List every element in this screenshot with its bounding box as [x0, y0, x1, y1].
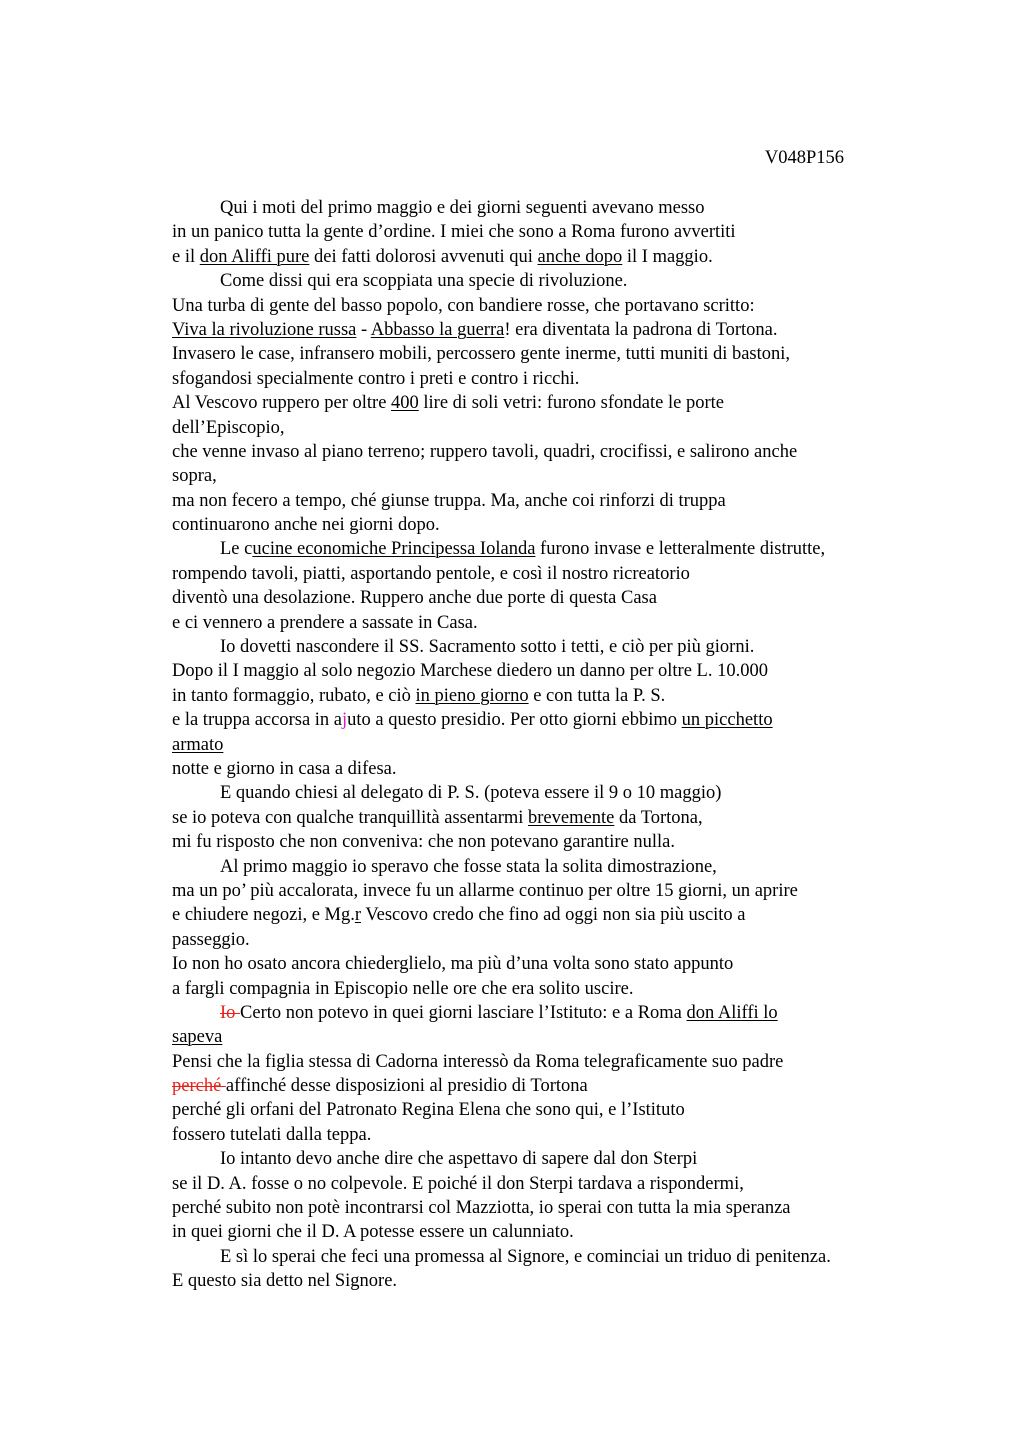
paragraph-first-line	[172, 1001, 912, 1025]
text-run: sopra,	[172, 466, 217, 487]
text-line	[172, 245, 912, 269]
text-run: -	[356, 319, 371, 340]
text-line	[172, 1196, 912, 1220]
text-line	[172, 1269, 912, 1293]
text-line	[172, 1050, 912, 1074]
text-run: se io poteva con qualche tranquillità assentarmi	[172, 807, 529, 828]
underlined-text: 400	[391, 393, 419, 414]
text-run: perché gli orfani del Patronato Regina Elena che sono qui, e l’Istituto	[172, 1100, 685, 1121]
underlined-text: in pieno giorno	[415, 685, 529, 706]
text-line	[172, 830, 912, 854]
text-run: che venne invaso al piano terreno; ruppero tavoli, quadri, crocifissi, e salirono anche	[172, 441, 798, 462]
text-run: Qui i moti del primo maggio e dei giorni seguenti avevano messo	[220, 198, 705, 218]
text-run: Al primo maggio io speravo che fosse stata la solita dimostrazione,	[220, 856, 717, 877]
text-run: mi fu risposto che non conveniva: che non potevano garantire nulla.	[172, 832, 675, 853]
text-run: Una turba di gente del basso popolo, con bandiere rosse, che portavano scritto:	[172, 295, 755, 316]
text-run: Pensi che la figlia stessa di Cadorna interessò da Roma telegraficamente suo padre	[172, 1051, 784, 1072]
text-run: e il	[172, 246, 200, 267]
paragraph-first-line	[172, 1147, 912, 1171]
text-line	[172, 1220, 912, 1244]
text-line	[172, 416, 912, 440]
text-line	[172, 391, 912, 415]
text-run: sfogandosi specialmente contro i preti e contro i ricchi.	[172, 368, 580, 389]
text-run: ! era diventata la padrona di Tortona.	[504, 319, 778, 340]
paragraph-first-line	[172, 196, 912, 220]
text-run: il I maggio.	[622, 246, 713, 267]
text-run: Io intanto devo anche dire che aspettavo di sapere dal don Sterpi	[220, 1149, 698, 1170]
text-run: continuarono anche nei giorni dopo.	[172, 515, 440, 536]
text-run: Certo non potevo in quei giorni lasciare l’Istituto: e a Roma	[240, 1002, 687, 1023]
text-run: Invasero le case, infransero mobili, percossero gente inerme, tutti muniti di bastoni,	[172, 344, 791, 365]
text-run: e la truppa accorsa in a	[172, 710, 343, 731]
text-run: affinché desse disposizioni al presidio di Tortona	[225, 1076, 588, 1097]
text-run: in un panico tutta la gente d’ordine. I miei che sono a Roma furono avvertiti	[172, 222, 736, 243]
document-body	[172, 196, 912, 1294]
text-line	[172, 464, 912, 488]
text-line	[172, 1025, 912, 1049]
underlined-text: Abbasso la guerra	[370, 319, 505, 340]
text-line	[172, 489, 912, 513]
deleted-text: perché	[172, 1076, 226, 1097]
underlined-text: don Aliffi pure	[199, 246, 310, 267]
text-line	[172, 928, 912, 952]
text-run: Come dissi qui era scoppiata una specie di rivoluzione.	[220, 271, 628, 292]
text-run: fossero tutelati dalla teppa.	[172, 1124, 372, 1145]
underlined-text: sapeva	[172, 1027, 223, 1048]
text-run: e con tutta la P. S.	[528, 685, 666, 706]
text-run: rompendo tavoli, piatti, asportando pentole, e così il nostro ricreatorio	[172, 563, 690, 584]
text-run: dei fatti dolorosi avvenuti qui	[309, 246, 538, 267]
underlined-text: Viva la rivoluzione russa	[172, 319, 357, 340]
paragraph-first-line	[172, 855, 912, 879]
text-run: Io dovetti nascondere il SS. Sacramento sotto i tetti, e ciò per più giorni.	[220, 637, 755, 658]
text-line	[172, 1098, 912, 1122]
paragraph-first-line	[172, 1245, 912, 1269]
paragraph-first-line	[172, 537, 912, 561]
text-run: Dopo il I maggio al solo negozio Marchese diedero un danno per oltre L. 10.000	[172, 661, 768, 682]
underlined-text: ucine economiche Principessa Iolanda	[252, 539, 536, 560]
paragraph-first-line	[172, 635, 912, 659]
text-run: a fargli compagnia in Episcopio nelle ore che era solito uscire.	[172, 978, 634, 999]
text-line	[172, 1074, 912, 1098]
text-run: uto a questo presidio. Per otto giorni ebbimo	[347, 710, 682, 731]
text-line	[172, 586, 912, 610]
text-run: e ci vennero a prendere a sassate in Casa.	[172, 612, 478, 633]
text-run: ma un po’ più accalorata, invece fu un allarme continuo per oltre 15 giorni, un aprire	[172, 880, 798, 901]
text-line	[172, 684, 912, 708]
inserted-text: j	[342, 710, 348, 731]
text-run: E quando chiesi al delegato di P. S. (poteva essere il 9 o 10 maggio)	[220, 783, 722, 804]
text-run: Vescovo credo che fino ad oggi non sia più uscito a	[361, 905, 746, 926]
text-run: lire di soli vetri: furono sfondate le porte	[418, 393, 724, 414]
text-line	[172, 1172, 912, 1196]
underlined-text: un picchetto	[681, 710, 773, 731]
text-line	[172, 513, 912, 537]
text-run: e chiudere negozi, e Mg.	[172, 905, 355, 926]
text-run: diventò una desolazione. Ruppero anche due porte di questa Casa	[172, 588, 657, 609]
text-line	[172, 367, 912, 391]
text-line	[172, 342, 912, 366]
page-identifier: V048P156	[764, 148, 844, 168]
text-run: in quei giorni che il D. A potesse essere un calunniato.	[172, 1222, 574, 1243]
text-line	[172, 220, 912, 244]
text-run: ma non fecero a tempo, ché giunse truppa. Ma, anche coi rinforzi di truppa	[172, 490, 726, 511]
underlined-text: r	[354, 905, 362, 926]
deleted-text: Io	[220, 1002, 241, 1023]
text-line	[172, 659, 912, 683]
text-run: notte e giorno in casa a difesa.	[172, 758, 397, 779]
text-line	[172, 903, 912, 927]
underlined-text: armato	[172, 734, 224, 755]
paragraph-first-line	[172, 781, 912, 805]
text-run: se il D. A. fosse o no colpevole. E poiché il don Sterpi tardava a rispondermi,	[172, 1173, 744, 1194]
text-line	[172, 611, 912, 635]
text-line	[172, 294, 912, 318]
text-line	[172, 1123, 912, 1147]
text-run: perché subito non potè incontrarsi col Mazziotta, io sperai con tutta la mia speranza	[172, 1198, 791, 1219]
underlined-text: anche dopo	[537, 246, 623, 267]
text-run: E questo sia detto nel Signore.	[172, 1271, 398, 1292]
text-line	[172, 806, 912, 830]
text-line	[172, 879, 912, 903]
text-line	[172, 440, 912, 464]
text-line	[172, 562, 912, 586]
underlined-text: brevemente	[528, 807, 615, 828]
text-line	[172, 708, 912, 732]
paragraph-first-line	[172, 269, 912, 293]
text-line	[172, 757, 912, 781]
text-run: Al Vescovo ruppero per oltre	[172, 393, 392, 414]
text-run: Io non ho osato ancora chiederglielo, ma più d’una volta sono stato appunto	[172, 954, 734, 975]
text-run: in tanto formaggio, rubato, e ciò	[172, 685, 416, 706]
text-line	[172, 318, 912, 342]
text-run: Le c	[220, 539, 253, 560]
text-run: dell’Episcopio,	[172, 417, 285, 438]
text-run: passeggio.	[172, 929, 250, 950]
text-line	[172, 952, 912, 976]
text-run: furono invase e letteralmente distrutte,	[535, 539, 826, 560]
text-line	[172, 977, 912, 1001]
text-run: E sì lo sperai che feci una promessa al Signore, e cominciai un triduo di penitenza.	[220, 1246, 831, 1267]
text-run: da Tortona,	[614, 807, 703, 828]
text-line	[172, 733, 912, 757]
underlined-text: don Aliffi lo	[686, 1002, 778, 1023]
